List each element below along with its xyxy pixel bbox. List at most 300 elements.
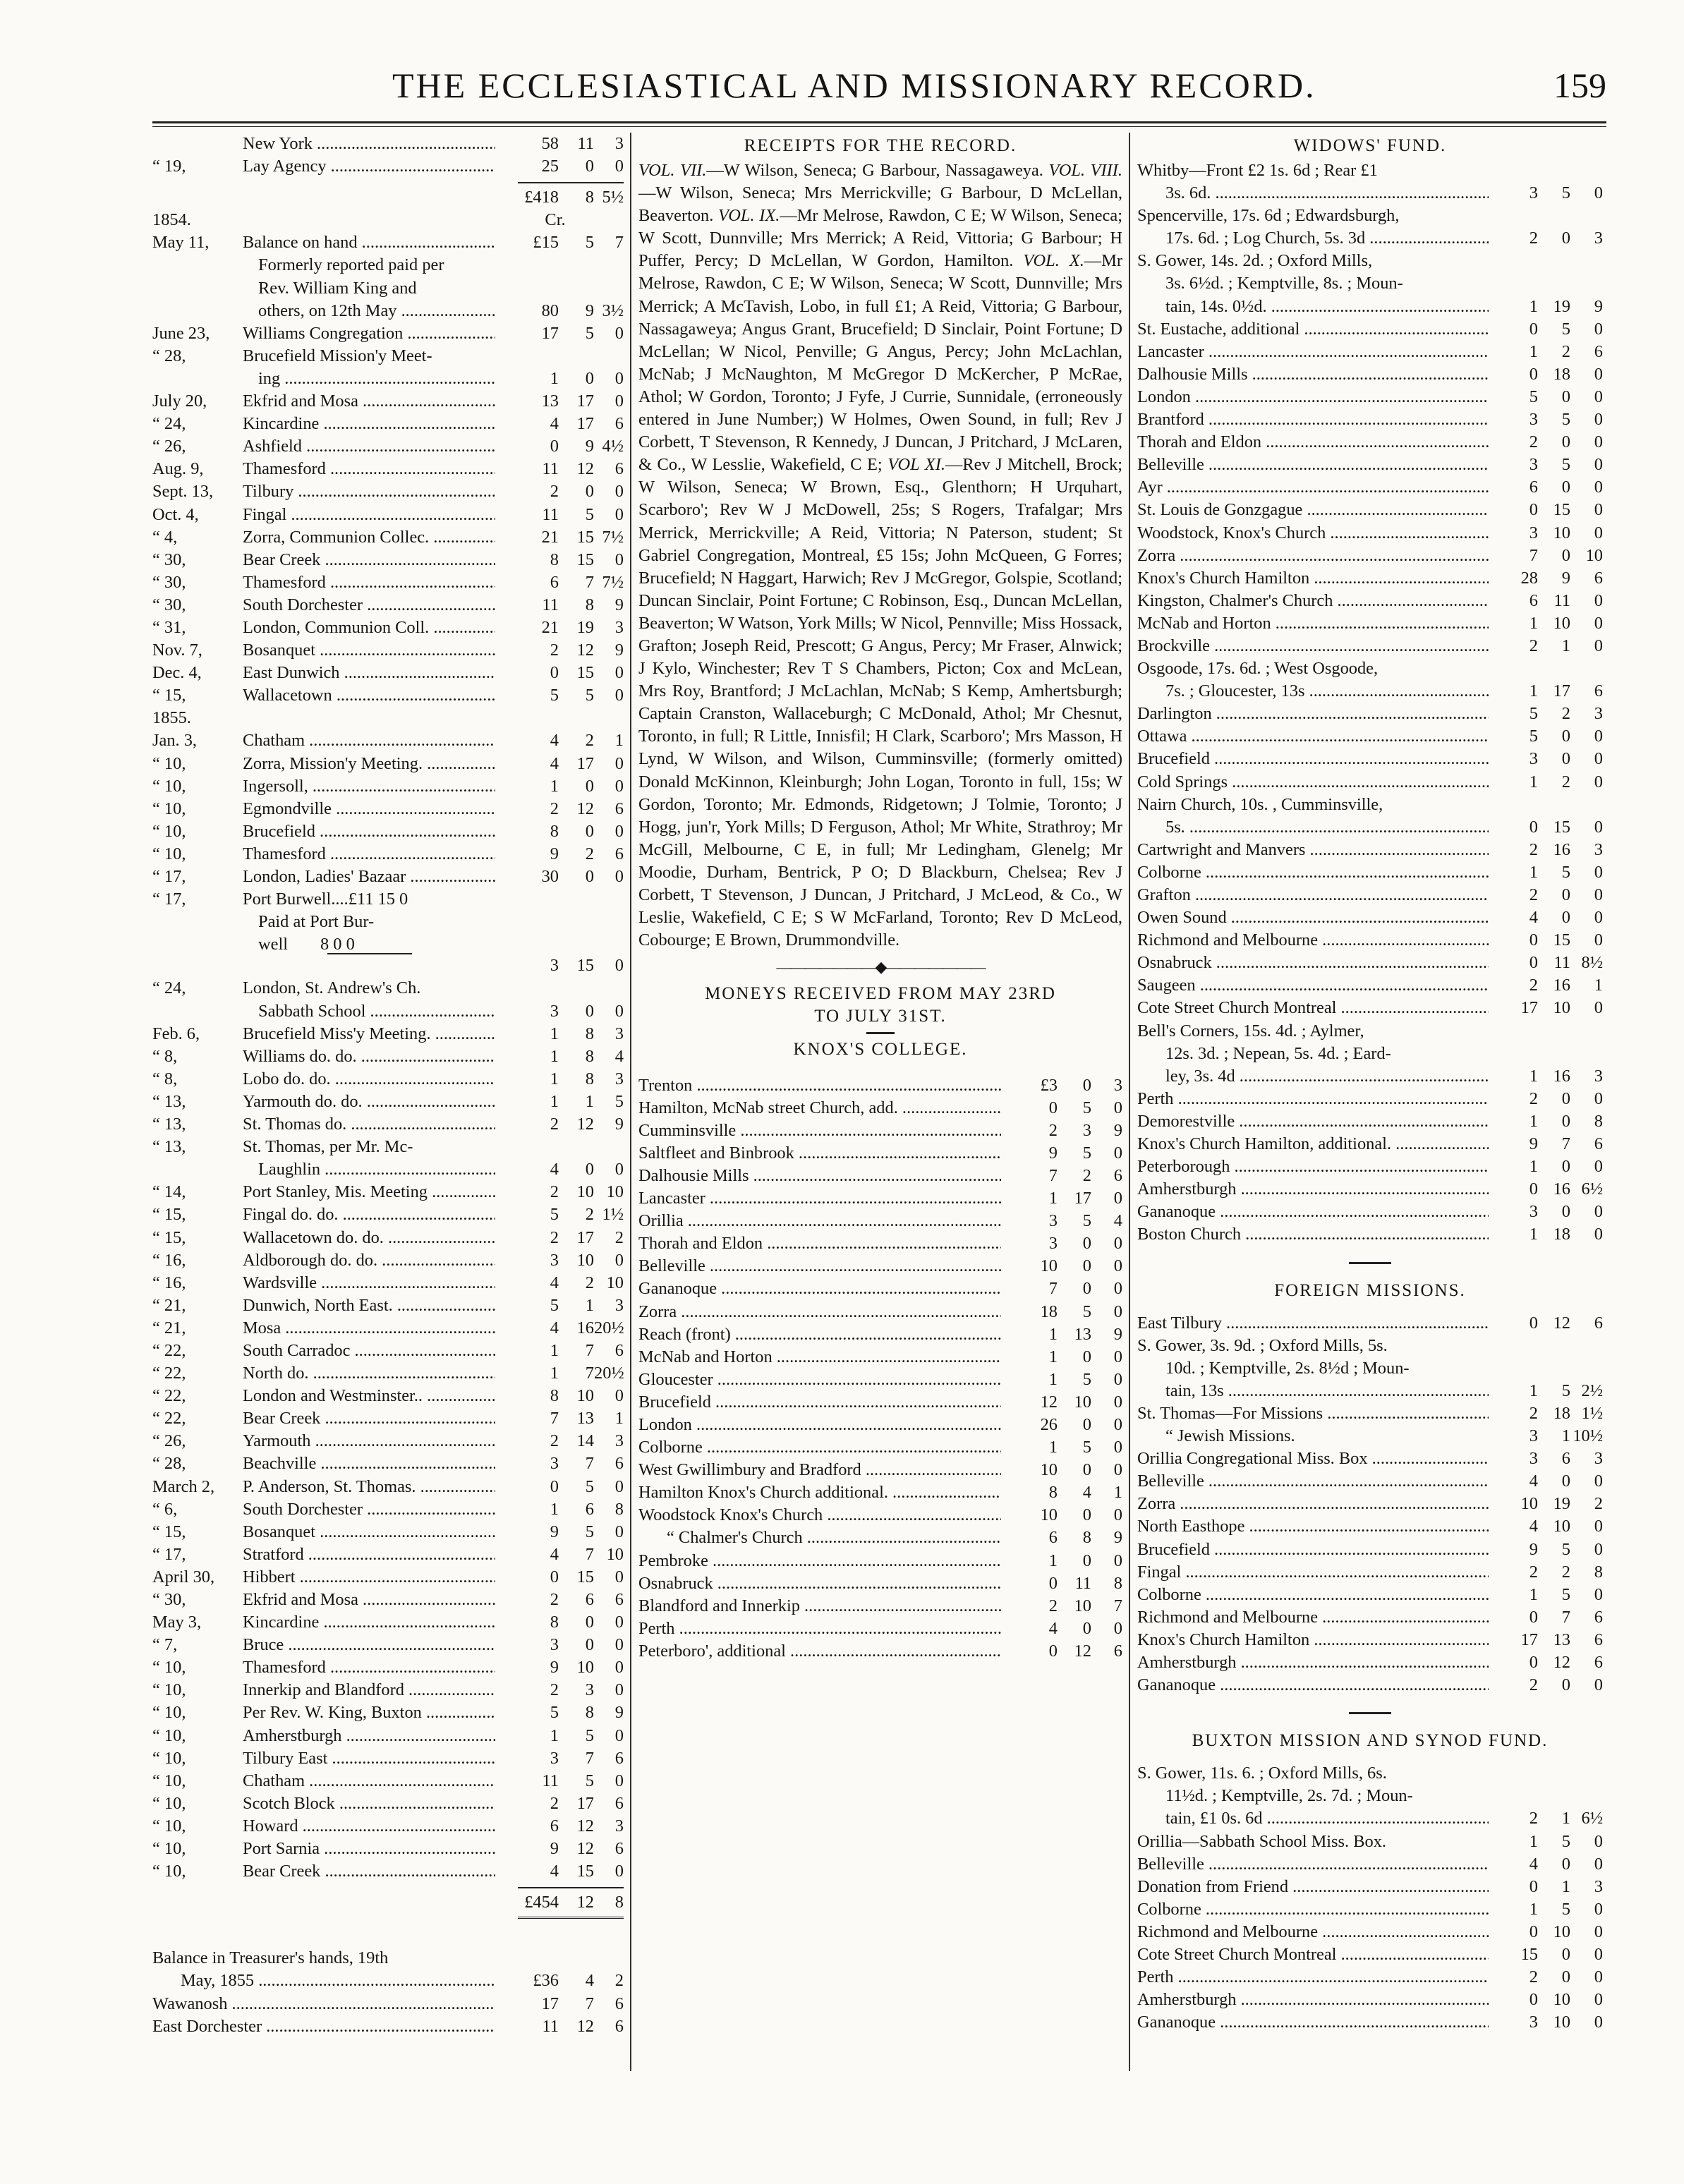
ledger-row — [1137, 1448, 1603, 1470]
amount-pence: 0 — [1594, 478, 1603, 497]
total-rule — [518, 1917, 624, 1919]
amount-pounds: 4 — [550, 1318, 559, 1337]
amount-shillings: 5 — [1082, 1098, 1091, 1117]
entry-label: Cold Springs ..... — [1137, 771, 1489, 794]
entry-label: Hamilton, McNab street Church, add. ..... — [638, 1097, 1001, 1120]
entry-label: 11½d. ; Kemptville, 2s. 7d. ; Moun- — [1165, 1786, 1413, 1806]
ledger-row — [152, 133, 624, 155]
amount-shillings: 2 — [585, 1273, 594, 1292]
entry-label: Kincardine ..... — [243, 413, 495, 435]
entry-date: “ 30, — [152, 572, 186, 592]
amount-pounds: 5 — [1529, 727, 1538, 746]
amount-pence: 0 — [614, 867, 624, 886]
amount-pence: 0 — [1594, 862, 1603, 882]
ledger-row — [1137, 657, 1603, 680]
amount-pounds: 8 — [550, 550, 559, 569]
ledger-row — [152, 155, 624, 178]
ledger-row — [1137, 341, 1603, 363]
entry-label: Fingal ..... — [1137, 1561, 1489, 1584]
amount-pounds: 4 — [550, 414, 559, 434]
ledger-row — [152, 1136, 624, 1158]
amount-pence: 3 — [614, 1431, 624, 1451]
amount-shillings: 1 — [1561, 636, 1570, 655]
ledger-row — [152, 368, 624, 390]
amount-pence: 0 — [1594, 183, 1603, 203]
entry-label: Bosanquet ..... — [243, 1521, 495, 1543]
section-heading-receipts: RECEIPTS FOR THE RECORD. — [744, 136, 1017, 155]
amount-shillings: 18 — [1553, 1403, 1570, 1423]
amount-pence: 0 — [1113, 1505, 1122, 1525]
ledger-row — [152, 322, 624, 345]
amount-pence: 8½ — [1581, 953, 1603, 973]
amount-pence: 0 — [1113, 1189, 1122, 1208]
entry-date: “ 7, — [152, 1635, 178, 1655]
entry-label: Whitby—Front £2 1s. 6d ; Rear £1 — [1137, 161, 1378, 180]
amount-pounds: 3 — [1048, 1234, 1058, 1254]
ledger-row — [1137, 227, 1603, 250]
amount-shillings: 15 — [1553, 500, 1570, 520]
amount-pounds: 0 — [550, 437, 559, 456]
entry-label: S. Gower, 3s. 9d. ; Oxford Mills, 5s. — [1137, 1335, 1388, 1355]
ledger-row — [152, 684, 624, 707]
amount-pence: 3 — [614, 1069, 624, 1088]
amount-shillings: 2 — [1082, 1165, 1091, 1185]
amount-shillings: 10 — [576, 1386, 594, 1406]
amount-shillings: 0 — [1561, 432, 1570, 452]
amount-pence: 0 — [1594, 613, 1603, 633]
funds-column — [1137, 133, 1603, 2034]
amount-pence: 0 — [1594, 1202, 1603, 1222]
ledger-row — [638, 1504, 1122, 1527]
amount-pounds: 5 — [1529, 387, 1538, 406]
amount-shillings: 5 — [585, 1522, 594, 1541]
entry-label: 10d. ; Kemptville, 2s. 8½d ; Moun- — [1165, 1358, 1410, 1378]
column-divider — [630, 133, 631, 2071]
total-pence: 8 — [614, 1893, 624, 1912]
amount-pence: 0 — [1594, 2013, 1603, 2032]
entry-label: Lancaster ..... — [1137, 341, 1489, 363]
amount-pounds: 5 — [550, 686, 559, 705]
entry-label: Zorra ..... — [1137, 1493, 1489, 1515]
amount-pounds: 3 — [550, 1001, 559, 1021]
entries-list — [638, 1074, 1122, 1663]
entry-label: ley, 3s. 4d ..... — [1137, 1065, 1489, 1088]
entry-date: “ 10, — [152, 1771, 186, 1790]
entry-label: Cote Street Church Montreal ..... — [1137, 1943, 1489, 1966]
amount-shillings: 0 — [585, 1613, 594, 1632]
entry-label: Thamesford ..... — [243, 571, 495, 594]
balance-line: Balance in Treasurer's hands, 19th — [152, 1948, 389, 1968]
entry-date: “ 10, — [152, 753, 186, 773]
amount-pounds: 1 — [1529, 772, 1538, 791]
amount-pounds: 2 — [550, 1431, 559, 1451]
amount-pence: 0 — [614, 753, 624, 773]
entry-label: Colborne ..... — [638, 1436, 1001, 1459]
ledger-row — [152, 1970, 624, 1992]
amount-shillings: 0 — [1561, 1945, 1570, 1965]
amount-shillings: 5 — [1561, 183, 1570, 203]
ledger-row — [152, 1543, 624, 1566]
amount-pence: 0 — [1594, 1539, 1603, 1559]
ledger-row — [1137, 1201, 1603, 1223]
entries-list — [1137, 1762, 1603, 2034]
amount-pounds: 6 — [1048, 1528, 1058, 1548]
amount-pounds: 1 — [1529, 341, 1538, 361]
ledger-row — [1137, 1312, 1603, 1335]
entry-label: Peterborough ..... — [1137, 1155, 1489, 1178]
entry-label: ing ..... — [243, 368, 495, 390]
amount-pence: 9 — [614, 1703, 624, 1723]
amount-pounds: 2 — [1529, 432, 1538, 452]
entry-label: West Gwillimbury and Bradford ..... — [638, 1459, 1001, 1481]
entry-date: Feb. 6, — [152, 1024, 200, 1043]
section-heading-buxton: BUXTON MISSION AND SYNOD FUND. — [1192, 1731, 1549, 1751]
amount-pounds: 9 — [550, 1522, 559, 1541]
entry-date: “ 24, — [152, 978, 186, 998]
amount-pounds: 9 — [550, 844, 559, 863]
entry-label: Brucefield Mission'y Meet- — [243, 346, 432, 365]
amount-shillings: 16 — [576, 1318, 594, 1337]
entry-label: Perth ..... — [638, 1618, 1001, 1640]
ledger-row — [1137, 861, 1603, 884]
amount-pence: 1 — [614, 1409, 624, 1428]
entry-label: 5s. ..... — [1137, 816, 1489, 839]
amount-shillings: 8 — [585, 1024, 594, 1043]
amount-shillings: 5 — [585, 233, 594, 253]
ledger-row — [152, 1747, 624, 1770]
amount-pence: 0 — [614, 1160, 624, 1179]
ledger-row — [1137, 1425, 1603, 1448]
entry-label: Lancaster ..... — [638, 1187, 1001, 1210]
entry-label: Gananoque ..... — [638, 1278, 1001, 1300]
ledger-row — [1137, 1674, 1603, 1697]
ledger-row — [152, 1815, 624, 1838]
entry-label: South Dorchester ..... — [243, 1498, 495, 1521]
amount-pounds: 8 — [550, 821, 559, 841]
entry-date: “ 22, — [152, 1340, 186, 1360]
amount-pounds: 0 — [1529, 1313, 1538, 1333]
ledger-row — [1137, 522, 1603, 545]
amount-pence: 6 — [1594, 1134, 1603, 1154]
ledger-row — [152, 390, 624, 413]
amount-pence: 0 — [1594, 727, 1603, 746]
amount-pence: 0 — [1594, 590, 1603, 610]
entry-date: “ 8, — [152, 1046, 178, 1066]
amount-shillings: 17 — [576, 753, 594, 773]
ledger-row — [1137, 680, 1603, 703]
amount-pounds: 4 — [1529, 1472, 1538, 1491]
ledger-row — [1137, 318, 1603, 341]
ledger-row — [152, 1249, 624, 1272]
entry-label: Lobo do. do. ..... — [243, 1068, 495, 1091]
amount-pounds: 11 — [542, 1771, 559, 1790]
amount-pence: 0 — [614, 1771, 624, 1790]
amount-pounds: 1 — [1048, 1189, 1058, 1208]
amount-pence: 6 — [614, 414, 624, 434]
entry-date: Oct. 4, — [152, 504, 199, 524]
ledger-row — [152, 571, 624, 594]
amount-shillings: 3 — [1082, 1120, 1091, 1140]
amount-shillings: 0 — [1561, 1472, 1570, 1491]
ledger-row — [152, 300, 624, 322]
amount-pounds: 5 — [550, 1205, 559, 1225]
amount-shillings: 5 — [1561, 1831, 1570, 1851]
ledger-row — [1137, 386, 1603, 408]
entry-label: tain, £1 0s. 6d ..... — [1137, 1807, 1489, 1830]
receipt-entry — [638, 251, 1122, 474]
amount-shillings: 2 — [1561, 1562, 1570, 1582]
entry-date: “ 15, — [152, 1227, 186, 1247]
entry-date: “ 10, — [152, 1793, 186, 1813]
ledger-row — [152, 458, 624, 480]
amount-pounds: 1 — [550, 776, 559, 796]
volume-label: VOL XI. — [888, 455, 945, 475]
entry-label: Brucefield Miss'y Meeting. ..... — [243, 1023, 495, 1045]
amount-shillings: 12 — [576, 2016, 594, 2036]
amount-shillings: 7 — [585, 572, 594, 592]
divider — [1349, 1262, 1391, 1264]
ledger-row — [1137, 1989, 1603, 2011]
amount-shillings: 7 — [585, 1544, 594, 1564]
amount-pence: 0 — [1594, 1854, 1603, 1874]
amount-pounds: 1 — [550, 1725, 559, 1745]
amount-pounds: 1 — [550, 1091, 559, 1111]
amount-pence: 10½ — [1573, 1426, 1603, 1446]
amount-shillings: 12 — [1074, 1641, 1091, 1661]
entry-label: Bruce ..... — [243, 1634, 495, 1656]
amount-shillings: 12 — [576, 459, 594, 479]
ledger-row — [1137, 1807, 1603, 1830]
amount-pounds: £3 — [1040, 1075, 1058, 1095]
amount-pence: 0 — [1594, 1967, 1603, 1987]
amount-pounds: 11 — [542, 595, 559, 614]
amount-pounds: 2 — [1529, 1675, 1538, 1695]
amount-pounds: 1 — [1529, 862, 1538, 882]
amount-pounds: 4 — [1529, 908, 1538, 928]
amount-shillings: 3 — [585, 1680, 594, 1700]
amount-shillings: 5 — [1561, 319, 1570, 339]
amount-shillings: 7 — [585, 1994, 594, 2013]
amount-pence: 5 — [614, 1091, 624, 1111]
entry-label: Belleville ..... — [1137, 454, 1489, 476]
entry-label: Nairn Church, 10s. , Cumminsville, — [1137, 794, 1383, 814]
ledger-row — [152, 1158, 624, 1181]
entry-label: Ingersoll, ..... — [243, 775, 495, 798]
amount-pounds: 6 — [550, 1816, 559, 1836]
amount-pence: 7½ — [602, 572, 624, 592]
entry-label: Gananoque ..... — [1137, 1674, 1489, 1697]
amount-shillings: 9 — [585, 301, 594, 320]
amount-pounds: 3 — [1529, 455, 1538, 475]
amount-shillings: 0 — [1561, 387, 1570, 406]
entry-label: Richmond and Melbourne ..... — [1137, 929, 1489, 952]
amount-pounds: 3 — [1529, 1426, 1538, 1446]
amount-shillings: 18 — [1553, 364, 1570, 384]
amount-shillings: 7 — [1561, 1607, 1570, 1627]
amount-pounds: 18 — [1040, 1302, 1058, 1321]
entry-label: Stratford ..... — [243, 1543, 495, 1566]
ledger-row — [152, 933, 624, 956]
ledger-row — [1137, 1178, 1603, 1201]
year-1855: 1855. — [152, 708, 191, 728]
ledger-row — [1137, 635, 1603, 657]
amount-pence: 0 — [1594, 500, 1603, 520]
amount-shillings: 7 — [1561, 1134, 1570, 1154]
entry-label: Wallacetown do. do. ..... — [243, 1227, 495, 1249]
entry-date: “ 13, — [152, 1091, 186, 1111]
amount-pounds: 58 — [541, 134, 559, 153]
amount-pence: 1½ — [1581, 1403, 1603, 1423]
amount-pounds: 1 — [1529, 296, 1538, 316]
receipt-text: —Rev J Mitchell, Brock; W Wilson, Seneca; W Brown, Esq., Glenthorn; H Urquhart, Scarboro'; Rev W J McDowell, 25s; S Rogers, Trafalgar; Mrs Merrick, Merrickville; A Reid, Vittoria; N Paterson, student; St Gabriel Congregation, Montreal, £5 15s; John McQueen, G Forres; Brucefield; N Haggart, Harwich; Rev J McGregor, Golspie, Scotland; Duncan Sinclair, Point Fortune; C Robinson, Esq., Duncan McLellan, Beaverton; W Watson, York Mills; W Nicol, Pennville; Miss Hossack, Grafton; Joseph Reid, Prescott; G Angus, Percy; Mr Fraser, Alnwick; J Kylo, Winchester; Rev T S Chambers, Picton; Cox and McLean, Mrs Roy, Brantford; J McLachlan, McNab; S Kemp, Amhertsburgh; Captain Cranston, Wallaceburgh; C McDonald, Athol; Mr Chesnut, Toronto, in full; R Little, Innisfil; H Clark, Scarboro'; Mrs Masson, H Lynd, W Wilson, and Wilson, Cumminsville; (formerly omitted) Donald McKinnon, Kleinburgh; John Logan, Toronto in full, 15s; W Gordon, Toronto; Mr. Edmonds, Ridgetown; J Tolmie, Toronto; J Hogg, jun'r, York Mills; D Ferguson, Athol; Mr White, Strathroy; Mr McGill, Melbourne, C E, in full; Mr Ledingham, Glenelg; Mr Moodie, Durham, Bentrick, P O; D Blackburn, Chelsea; Rev J Corbett, T Stevenson, J Duncan, J Pritchard, J McLeod, & Co., W Leslie, Wakefield, C E; S W McFarland, Toronto; Rev D McLeod, Cobourge; E Brown, Drummondville. — [638, 455, 1122, 950]
entry-label: Kingston, Chalmer's Church ..... — [1137, 590, 1489, 612]
amount-pounds: 2 — [1529, 1088, 1538, 1108]
entry-label: St. Thomas—For Missions ..... — [1137, 1402, 1489, 1425]
amount-pounds: 4 — [1529, 1854, 1538, 1874]
entry-label: South Carradoc ..... — [243, 1340, 495, 1362]
entry-date: “ 10, — [152, 1703, 186, 1723]
ledger-row — [638, 1459, 1122, 1481]
receipt-text: —Mr Melrose, Rawdon, C E; W Wilson, Seneca; W Scott, Dunnville; Mrs Merrick; A Reid, Vittoria; G Barbour; H Puffer, Percy; D McLellan, W Gordon, Hamilton. — [638, 206, 1122, 271]
amount-pence: 1 — [1113, 1483, 1122, 1503]
total-rule — [518, 182, 624, 183]
amount-pence: 0 — [614, 1250, 624, 1270]
amount-pounds: 13 — [541, 392, 559, 411]
entry-date: “ 17, — [152, 890, 186, 909]
entry-label: Brucefield ..... — [1137, 1539, 1489, 1561]
entry-date: “ 10, — [152, 776, 186, 796]
amount-pounds: 4 — [550, 731, 559, 751]
entry-label: South Dorchester ..... — [243, 594, 495, 617]
ledger-row — [638, 1074, 1122, 1097]
ledger-row — [1137, 906, 1603, 929]
amount-pounds: 1 — [1529, 1584, 1538, 1604]
amount-pence: 0 — [614, 1386, 624, 1406]
amount-shillings: 0 — [585, 157, 594, 176]
entry-label: 12s. 3d. ; Nepean, 5s. 4d. ; Eard- — [1165, 1043, 1391, 1063]
ledger-row — [152, 753, 624, 775]
entry-label: Colborne ..... — [1137, 1898, 1489, 1921]
entry-date: “ 10, — [152, 799, 186, 818]
entry-date: May 3, — [152, 1613, 202, 1632]
amount-pounds: 0 — [550, 1476, 559, 1496]
ledger-row — [638, 1323, 1122, 1346]
amount-shillings: 15 — [576, 956, 594, 976]
note-line: Paid at Port Bur- — [258, 912, 375, 932]
ledger-row — [1137, 1020, 1603, 1043]
total-row — [152, 1891, 624, 1914]
amount-shillings: 5 — [1561, 1381, 1570, 1400]
entry-label: London ..... — [1137, 386, 1489, 408]
entry-label: Brantford ..... — [1137, 408, 1489, 431]
entry-date: “ 17, — [152, 867, 186, 886]
amount-shillings: 1 — [585, 1295, 594, 1315]
amount-shillings: 0 — [1561, 229, 1570, 248]
entry-label: Amherstburgh ..... — [1137, 1651, 1489, 1674]
amount-shillings: 16 — [1553, 976, 1570, 995]
ledger-row — [152, 729, 624, 752]
volume-label: VOL. VIII. — [1048, 161, 1122, 180]
amount-pounds: 2 — [1529, 1967, 1538, 1987]
entry-label: Richmond and Melbourne ..... — [1137, 1921, 1489, 1943]
amount-pence: 6 — [614, 459, 624, 479]
amount-pounds: 1 — [1529, 1157, 1538, 1177]
entry-date: “ 14, — [152, 1182, 186, 1202]
amount-shillings: 0 — [585, 821, 594, 841]
entry-label: Cote Street Church Montreal ..... — [1137, 997, 1489, 1019]
entry-label: Zorra ..... — [1137, 545, 1489, 567]
entry-label: Belleville ..... — [1137, 1470, 1489, 1493]
amount-shillings: 17 — [576, 414, 594, 434]
amount-pence: 4½ — [602, 437, 624, 456]
entries-list — [152, 231, 624, 254]
amount-shillings: 19 — [1553, 1494, 1570, 1514]
ledger-row — [1137, 205, 1603, 227]
entries-list — [152, 729, 624, 888]
entry-label: Port Stanley, Mis. Meeting ..... — [243, 1181, 495, 1203]
amount-pounds: 2 — [1529, 1562, 1538, 1582]
amount-pounds: 1 — [1529, 1066, 1538, 1086]
entry-label: Saltfleet and Binbrook ..... — [638, 1142, 1001, 1165]
entry-label: May, 1855 ..... — [152, 1970, 495, 1992]
amount-shillings: 0 — [585, 776, 594, 796]
entry-label: Lay Agency ..... — [243, 155, 495, 178]
ledger-row — [638, 1120, 1122, 1142]
ledger-row — [152, 1181, 624, 1203]
entry-date: “ 10, — [152, 1658, 186, 1678]
amount-pence: 10 — [606, 1182, 624, 1202]
total-pounds: £454 — [524, 1893, 559, 1912]
volume-label: VOL. VII. — [638, 161, 707, 180]
column-divider — [1129, 133, 1130, 2071]
amount-pounds: 2 — [1529, 976, 1538, 995]
ledger-row — [638, 1391, 1122, 1414]
amount-shillings: 12 — [576, 641, 594, 660]
amount-pence: 3 — [1594, 1876, 1603, 1896]
amount-shillings: 0 — [1082, 1256, 1091, 1276]
amount-pence: 0 — [614, 368, 624, 388]
ledger-row — [152, 1203, 624, 1226]
entry-label: Amherstburgh ..... — [1137, 1178, 1489, 1201]
entry-label: London, Ladies' Bazaar ..... — [243, 866, 495, 888]
amount-pence: 6 — [1594, 1607, 1603, 1627]
entry-label: tain, 13s ..... — [1137, 1380, 1489, 1402]
amount-pence: 0 — [1594, 1922, 1603, 1941]
entry-date: “ 21, — [152, 1295, 186, 1315]
amount-pence: 20½ — [594, 1318, 624, 1337]
entry-label: Brucefield ..... — [243, 820, 495, 843]
amount-pence: 0 — [614, 157, 624, 176]
entry-date: “ 13, — [152, 1115, 186, 1134]
amount-pounds: 8 — [550, 1386, 559, 1406]
amount-shillings: 0 — [1561, 1202, 1570, 1222]
amount-pounds: 0 — [1529, 1876, 1538, 1896]
amount-pounds: 3 — [1529, 183, 1538, 203]
entry-date: “ 10, — [152, 1862, 186, 1881]
amount-pence: 0 — [1594, 364, 1603, 384]
entry-label: Amherstburgh ..... — [243, 1725, 495, 1747]
ledger-row — [1137, 997, 1603, 1019]
ledger-row — [152, 1476, 624, 1498]
amount-shillings: 17 — [576, 1227, 594, 1247]
ledger-row — [152, 617, 624, 639]
entry-label: Saugeen ..... — [1137, 974, 1489, 997]
amount-pence: 3 — [1594, 1449, 1603, 1469]
section-heading-foreign: FOREIGN MISSIONS. — [1274, 1280, 1466, 1300]
entry-label: 17s. 6d. ; Log Church, 5s. 3d ..... — [1137, 227, 1489, 250]
ledger-row — [1137, 1335, 1603, 1357]
amount-pence: 0 — [1594, 319, 1603, 339]
